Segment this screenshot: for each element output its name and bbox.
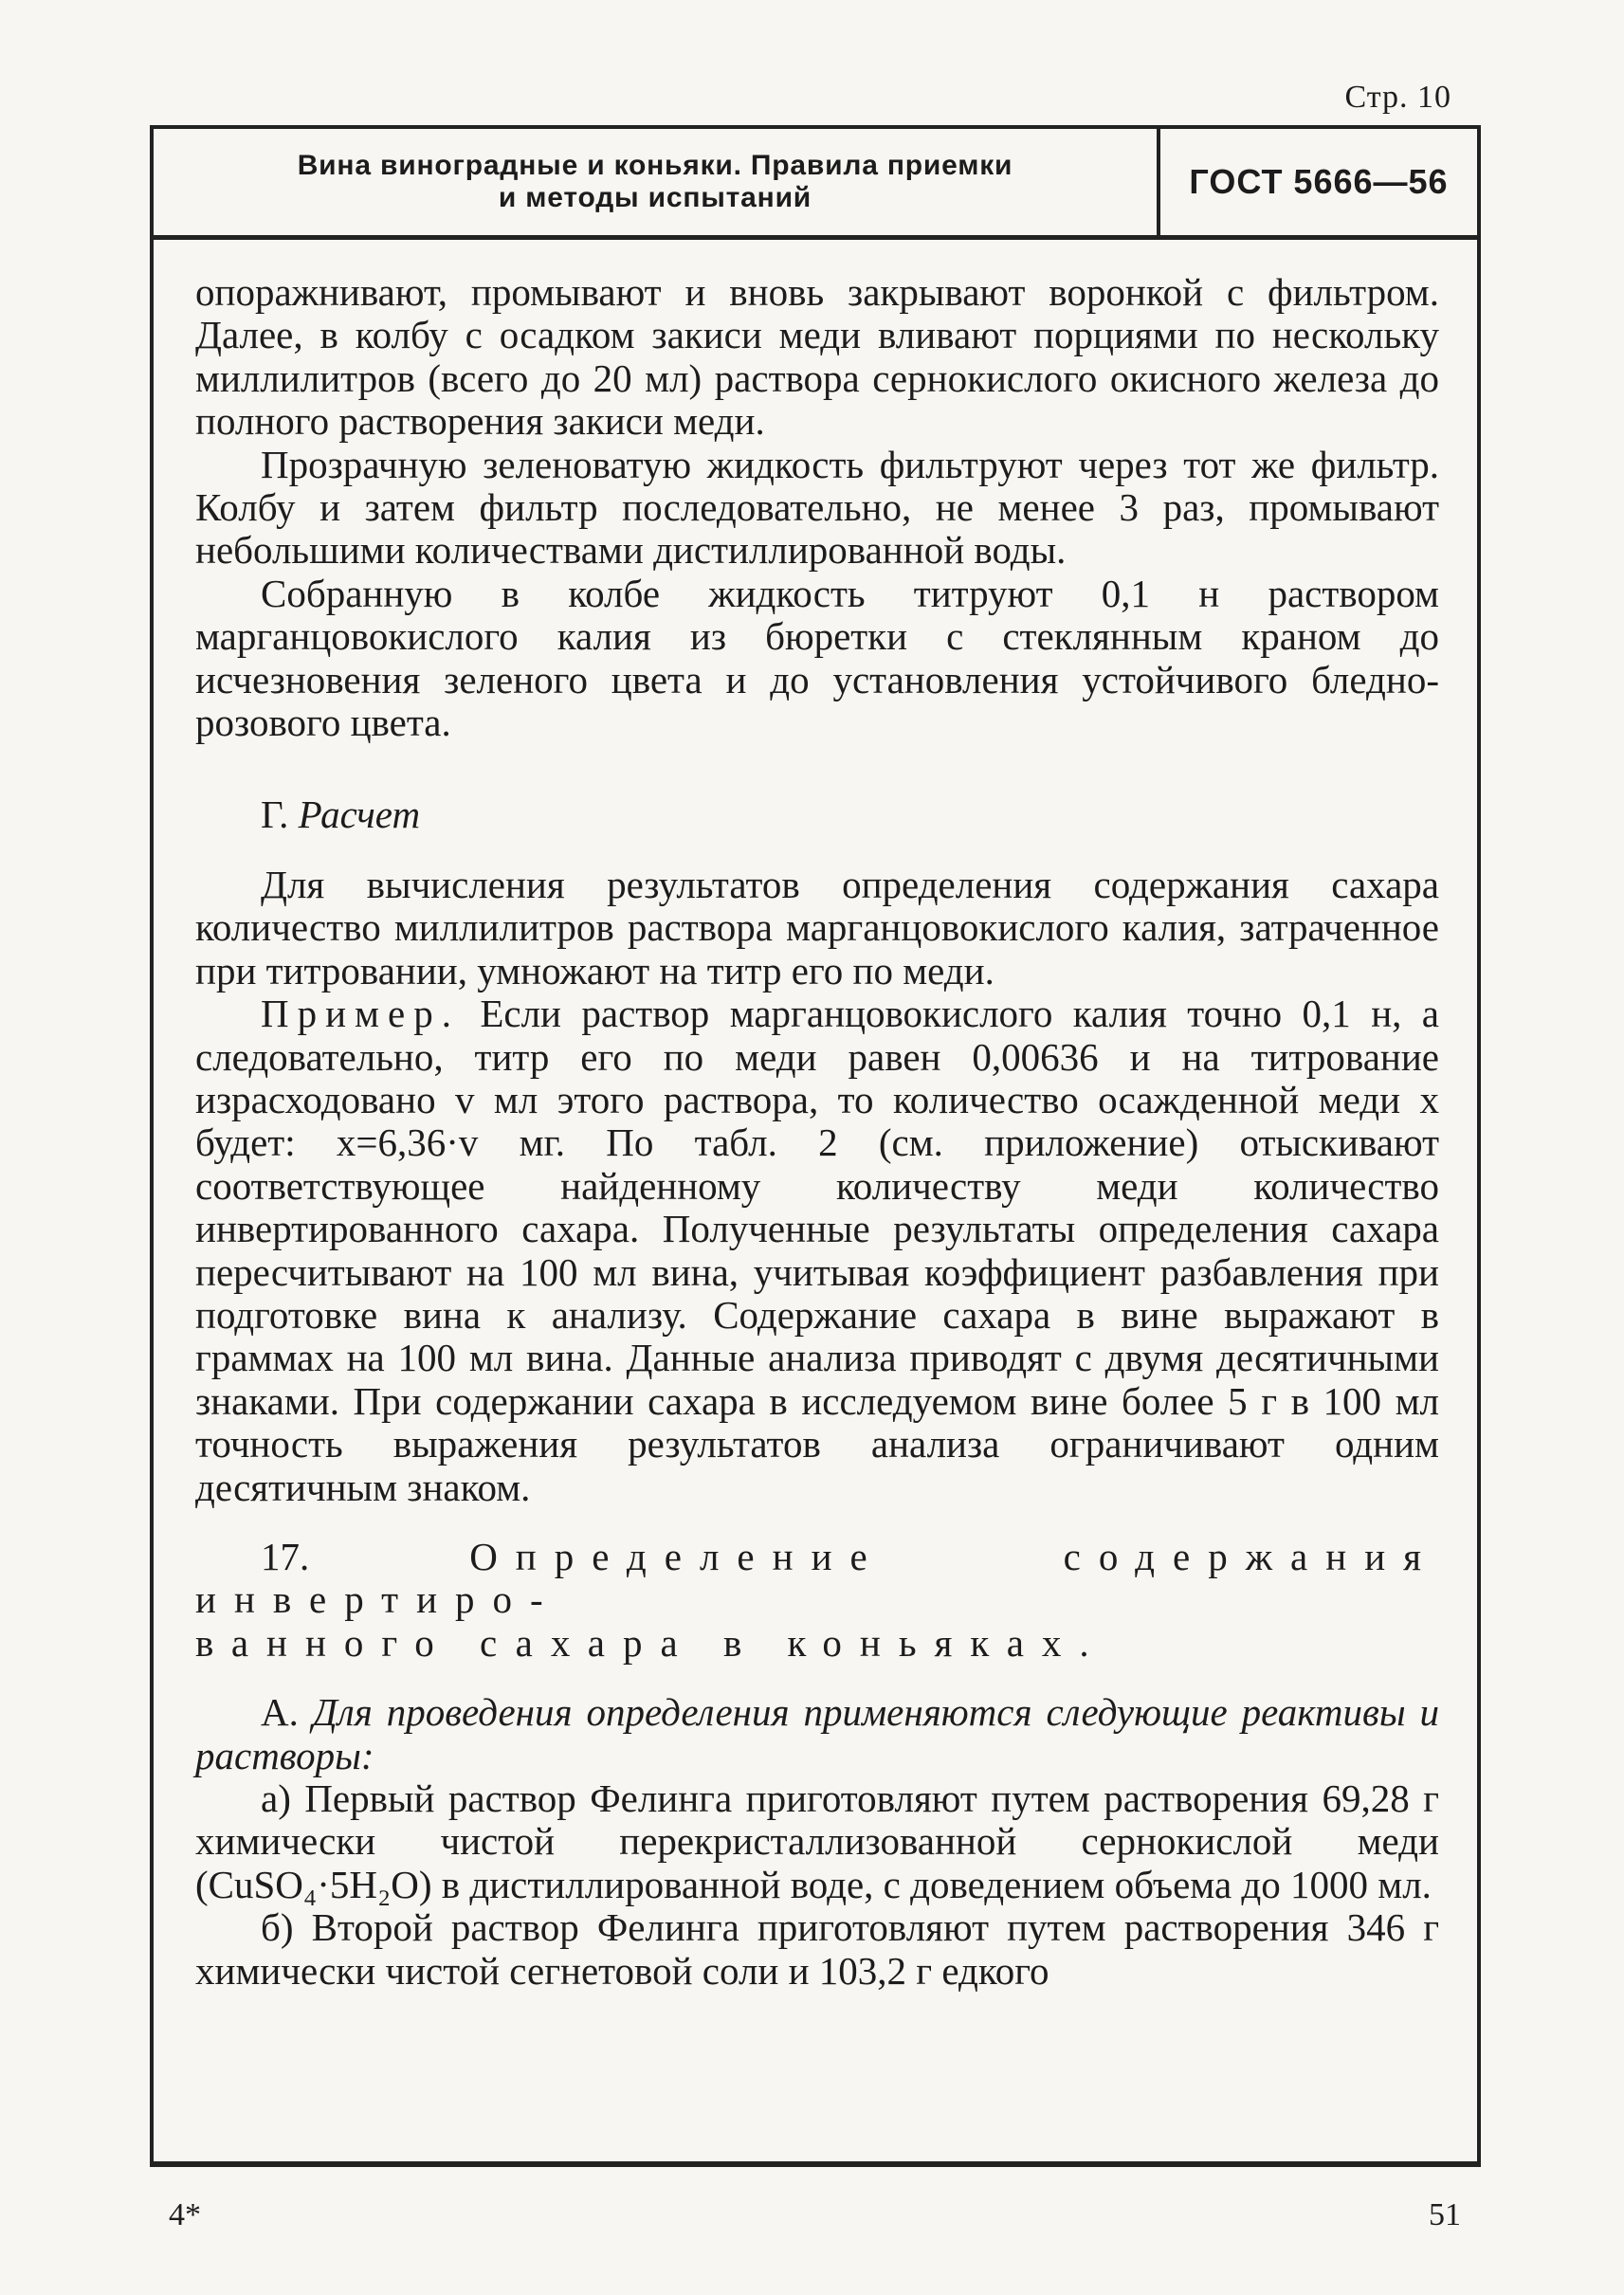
- section-g-heading: [195, 793, 1439, 836]
- section-a-letter: А.: [261, 1690, 299, 1735]
- paragraph-4: Для вычисления результатов определения содержания сахара количество миллилитров раствора марганцовокислого калия, затраченное при титровании, умножают на титр его по меди.: [195, 862, 1439, 993]
- item-a-text: Первый раствор Фелинга приготовляют путем растворения 69,28 г химически чистой перекристаллизованной сернокислой меди (CuSO₄·5H₂O) в дистиллированной воде, с доведением объема до 1000 мл.: [195, 1776, 1439, 1906]
- section-g-title: Расчет: [298, 792, 421, 837]
- title-line-2: и методы испытаний: [498, 182, 812, 213]
- header-block: [154, 129, 1477, 240]
- footer-page-number: 51: [1429, 2197, 1461, 2232]
- section-a-text: Для проведения определения применяются следующие реактивы и растворы:: [195, 1690, 1440, 1777]
- document-frame: [150, 125, 1481, 2167]
- item-a: [195, 1777, 1439, 1906]
- item-b-label: б): [261, 1905, 294, 1950]
- section-17-title-line-2: ванного сахара в коньяках.: [195, 1620, 1107, 1665]
- item-b-text: Второй раствор Фелинга приготовляют путем растворения 346 г химически чистой сегнетовой соли и 103,2 г едкого: [195, 1905, 1440, 1993]
- section-g-letter: Г.: [261, 792, 289, 837]
- standard-number: ГОСТ 5666—56: [1189, 162, 1449, 201]
- paragraph-1: опоражнивают, промывают и вновь закрывают воронкой с фильтром. Далее, в колбу с осадком закиси меди вливают порциями по нескольку миллилитров (всего до 20 мл) раствора сернокислого окисного железа до полного растворения закиси меди.: [195, 270, 1439, 444]
- item-a-label: а): [261, 1776, 291, 1820]
- body-text: [195, 271, 1439, 1993]
- paragraph-2: Прозрачную зеленоватую жидкость фильтруют через тот же фильтр. Колбу и затем фильтр последовательно, не менее 3 раз, промывают небольшими количествами дистиллированной воды.: [195, 442, 1439, 573]
- footer-signature: 4*: [169, 2197, 201, 2232]
- section-17-title-line-1: Определение содержания инвертиро-: [195, 1534, 1439, 1622]
- section-17-heading: [195, 1536, 1439, 1665]
- item-b: [195, 1906, 1439, 1993]
- document-title: [154, 129, 1160, 235]
- paragraph-3: Собранную в колбе жидкость титруют 0,1 н раствором марганцовокислого калия из бюретки с стеклянным краном до исчезновения зеленого цвета и до установления устойчивого бледно-розового цвета.: [195, 571, 1439, 745]
- page-label: Стр. 10: [1344, 80, 1451, 115]
- section-17-number: 17.: [261, 1534, 310, 1578]
- example-text: Если раствор марганцовокислого калия точно 0,1 н, а следовательно, титр его по меди равен 0,00636 и на титрование израсходовано v мл этого раствора, то количество осажденной меди x будет: x=6,36·v мг. По табл. 2 (см. приложение) отыскивают соответствующее найденному количеству меди количество инвертированного сахара. Полученные результаты определения сахара пересчитывают на 100 мл вина, учитывая коэффициент разбавления при подготовке вина к анализу. Содержание сахара в вине выражают в граммах на 100 мл вина. Данные анализа приводят с двумя десятичными знаками. При содержании сахара в исследуемом вине более 5 г в 100 мл точность выражения результатов анализа ограничивают одним десятичным знаком.: [195, 992, 1439, 1509]
- section-a-heading: [195, 1691, 1439, 1777]
- title-line-1: Вина виноградные и коньяки. Правила приемки: [297, 150, 1013, 181]
- example-label: Пример.: [261, 992, 460, 1036]
- paragraph-example: [195, 993, 1439, 1509]
